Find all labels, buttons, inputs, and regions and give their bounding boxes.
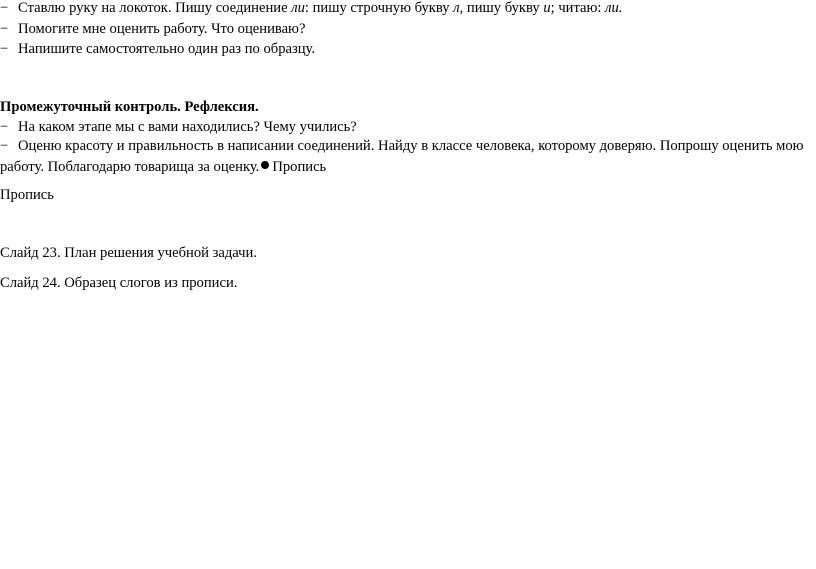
- slide-line-24: Слайд 24. Образец слогов из прописи.: [0, 275, 238, 291]
- propis-label: Пропись: [0, 187, 54, 203]
- bullet-dot-icon: [261, 161, 269, 169]
- dash-marker: −: [0, 21, 9, 37]
- section-heading: Промежуточный контроль. Рефлексия.: [0, 99, 259, 115]
- italic-run: л: [453, 0, 460, 16]
- bullet-text: На каком этапе мы с вами находились? Чему учились?: [18, 119, 357, 135]
- dash-marker: −: [0, 41, 9, 57]
- text-run: ; читаю:: [550, 0, 606, 16]
- italic-run: ли: [291, 0, 305, 16]
- italic-run: ли.: [605, 0, 623, 16]
- bullet-item-2: [0, 21, 305, 38]
- text-run: , пишу букву: [459, 0, 544, 16]
- bullet-text: Помогите мне оценить работу. Что оцениваю?: [18, 21, 306, 37]
- dash-marker: −: [0, 119, 9, 135]
- italic-run: и: [543, 0, 551, 16]
- bullet-item-1: [0, 0, 622, 17]
- dash-marker: −: [0, 0, 9, 16]
- dash-marker: −: [0, 138, 9, 154]
- bullet-text: Напишите самостоятельно один раз по образцу.: [18, 41, 316, 57]
- text-run: Ставлю руку на локоток. Пишу соединение: [18, 0, 292, 16]
- bullet-item-3: [0, 41, 315, 58]
- reflection-item-1: [0, 119, 357, 136]
- propis-inline: Пропись: [272, 158, 327, 175]
- reflection-item-2: [0, 136, 806, 177]
- slide-line-23: Слайд 23. План решения учебной задачи.: [0, 245, 257, 261]
- bullet-text: Оценю красоту и правильность в написании соединений. Найду в классе человека, которому доверяю. Попрошу оценить мою работу. Поблагодарю товарища за оценку.: [0, 138, 804, 175]
- text-run: : пишу строчную букву: [304, 0, 454, 16]
